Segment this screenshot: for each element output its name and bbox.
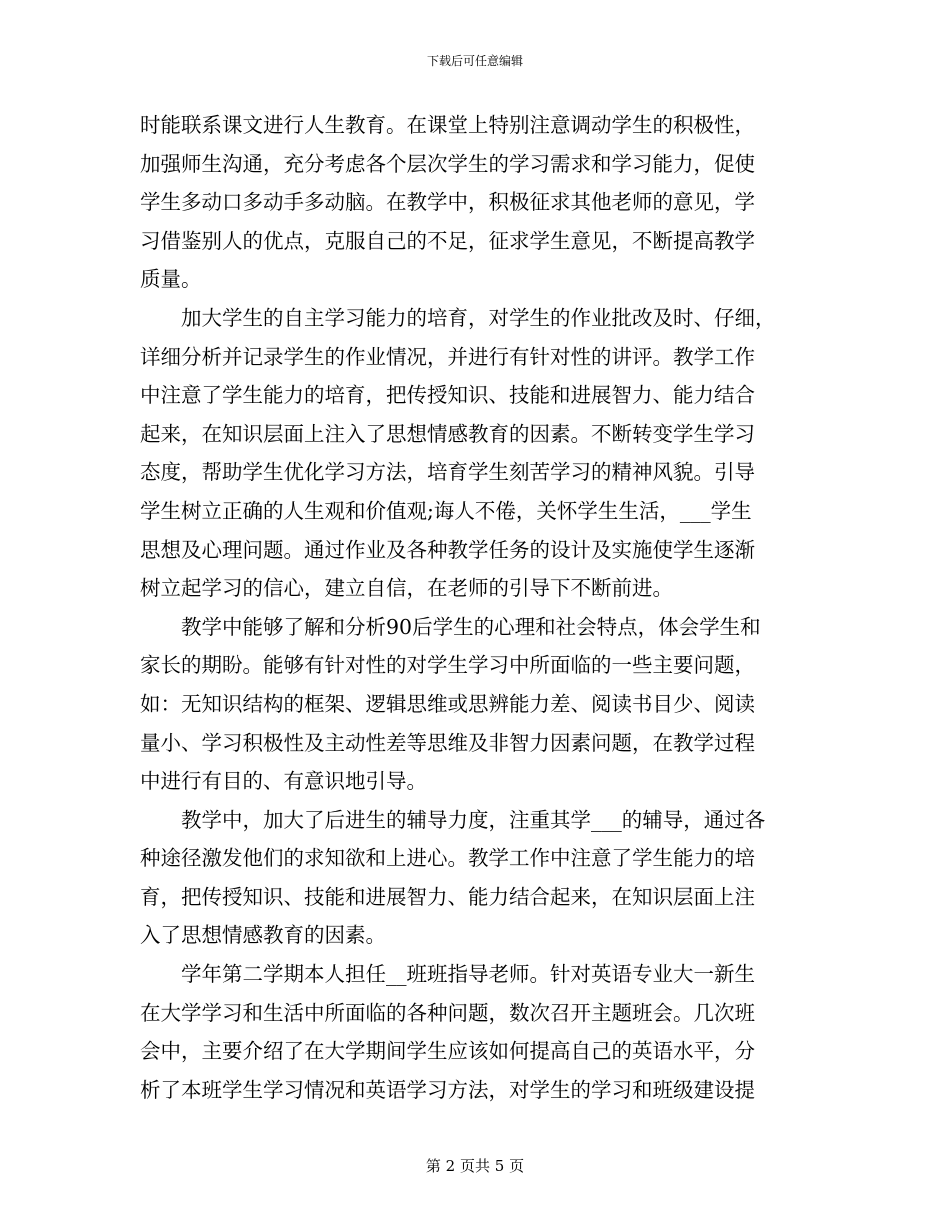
text-line: 树立起学习的信心，建立自信，在老师的引导下不断前进。 — [140, 576, 673, 601]
text-line: 入了思想情感教育的因素。 — [140, 923, 386, 948]
text-line: 质量。 — [140, 267, 202, 292]
text-line: 加强师生沟通，充分考虑各个层次学生的学习需求和学习能力，促使 — [140, 151, 755, 176]
document-body — [140, 106, 812, 1109]
text-line: 会中，主要介绍了在大学期间学生应该如何提高自己的英语水平，分 — [140, 1039, 755, 1064]
text-line: 态度，帮助学生优化学习方法，培育学生刻苦学习的精神风貌。引导 — [140, 460, 755, 485]
text-line: 析了本班学生学习情况和英语学习方法，对学生的学习和班级建设提 — [140, 1077, 755, 1102]
text-line: 家长的期盼。能够有针对性的对学生学习中所面临的一些主要问题， — [140, 653, 755, 678]
page-number-footer: 第 2 页共 5 页 — [425, 1157, 525, 1175]
text-line: 学生树立正确的人生观和价值观;诲人不倦，关怀学生生活，___学生 — [140, 498, 752, 523]
text-line: 中进行有目的、有意识地引导。 — [140, 769, 427, 794]
paragraph-start-line: 学年第二学期本人担任__班班指导老师。针对英语专业大一新生 — [181, 962, 755, 987]
text-line: 思想及心理问题。通过作业及各种教学任务的设计及实施使学生逐渐 — [140, 537, 755, 562]
text-line: 种途径激发他们的求知欲和上进心。教学工作中注意了学生能力的培 — [140, 846, 755, 871]
text-line: 育，把传授知识、技能和进展智力、能力结合起来，在知识层面上注 — [140, 884, 755, 909]
paragraph-start-line: 教学中，加大了后进生的辅导力度，注重其学___的辅导，通过各 — [181, 807, 766, 832]
text-line: 中注意了学生能力的培育，把传授知识、技能和进展智力、能力结合 — [140, 383, 755, 408]
text-line: 学生多动口多动手多动脑。在教学中，积极征求其他老师的意见，学 — [140, 190, 755, 215]
text-line: 在大学学习和生活中所面临的各种问题，数次召开主题班会。几次班 — [140, 1000, 755, 1025]
page-header: 下载后可任意编辑 — [426, 54, 523, 68]
text-line: 详细分析并记录学生的作业情况，并进行有针对性的讲评。教学工作 — [140, 344, 755, 369]
text-line: 起来，在知识层面上注入了思想情感教育的因素。不断转变学生学习 — [140, 421, 755, 446]
paragraph-start-line: 加大学生的自主学习能力的培育，对学生的作业批改及时、仔细， — [181, 305, 776, 330]
text-line: 习借鉴别人的优点，克服自己的不足，征求学生意见，不断提高教学 — [140, 228, 755, 253]
text-line: 量小、学习积极性及主动性差等思维及非智力因素问题，在教学过程 — [140, 730, 755, 755]
paragraph-start-line: 教学中能够了解和分析90后学生的心理和社会特点，体会学生和 — [181, 614, 761, 639]
text-line: 如：无知识结构的框架、逻辑思维或思辨能力差、阅读书目少、阅读 — [140, 691, 755, 716]
text-line: 时能联系课文进行人生教育。在课堂上特别注意调动学生的积极性， — [140, 113, 755, 137]
